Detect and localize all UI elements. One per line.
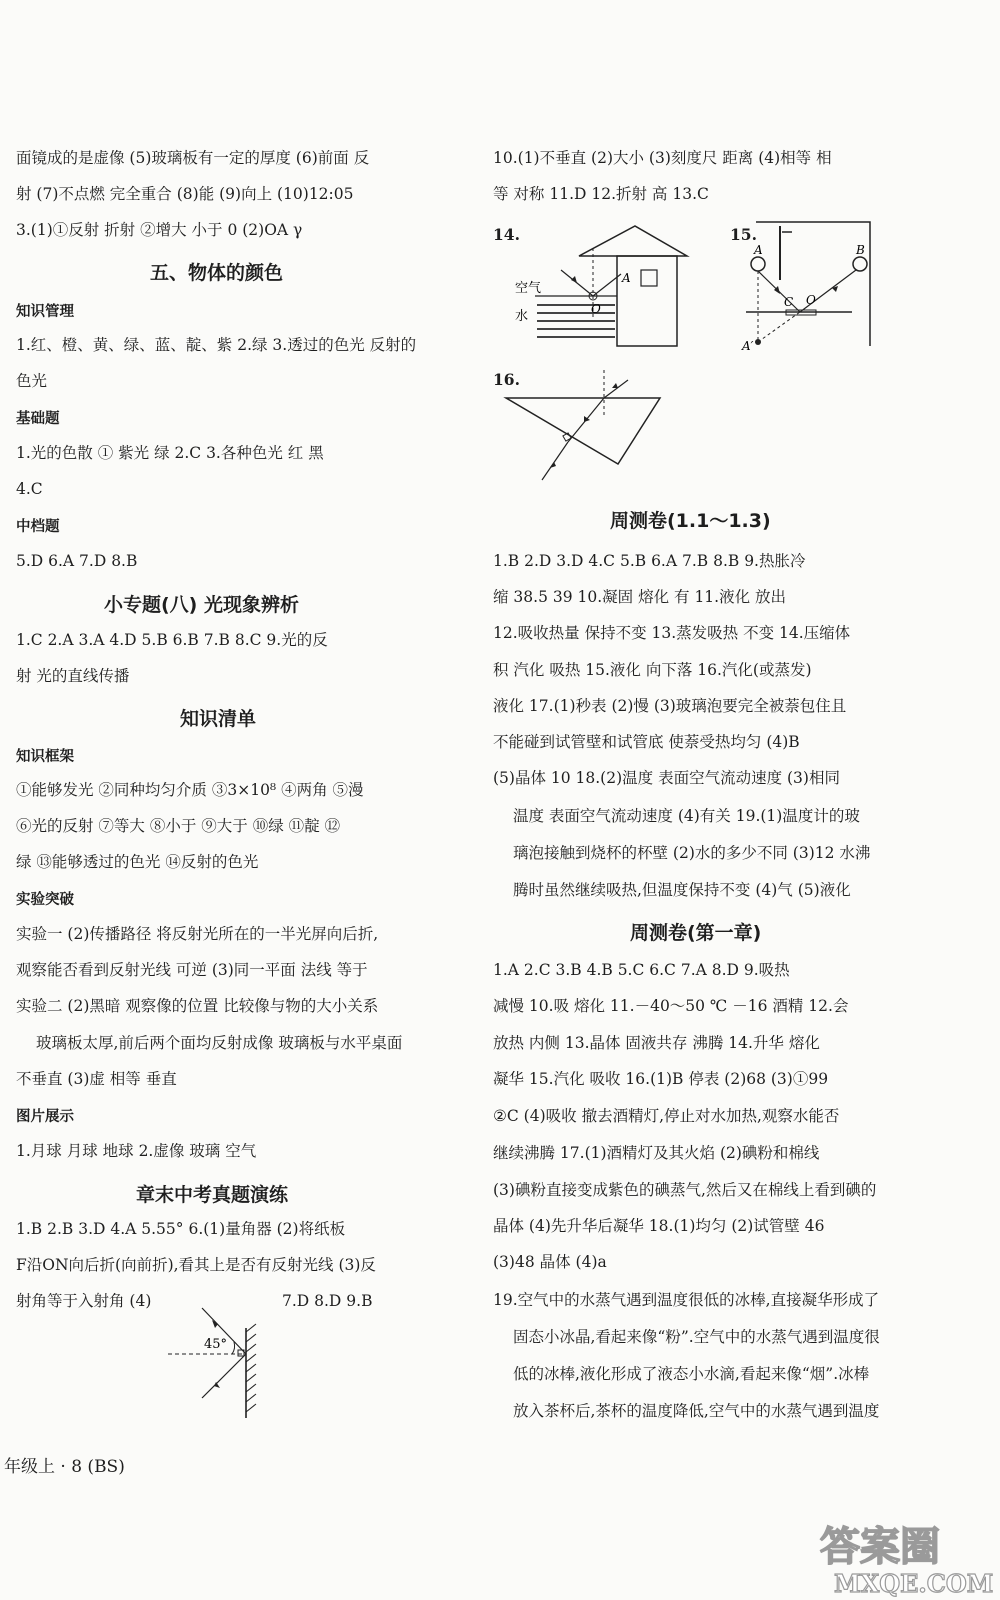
text-line: 玻璃板太厚,前后两个面均反射成像 玻璃板与水平桌面 <box>36 1034 403 1052</box>
text-line: 不垂直 (3)虚 相等 垂直 <box>16 1070 177 1088</box>
air-label: 空气 <box>515 281 542 296</box>
point-label: C <box>784 295 794 309</box>
text-line: 继续沸腾 17.(1)酒精灯及其火焰 (2)碘粉和棉线 <box>493 1144 820 1162</box>
text-line: 实验二 (2)黑暗 观察像的位置 比较像与物的大小关系 <box>16 997 379 1015</box>
text-line: 腾时虽然继续吸热,但温度保持不变 (4)气 (5)液化 <box>513 881 851 899</box>
text-line: 7.D 8.D 9.B <box>282 1292 373 1310</box>
section-heading: 周测卷(第一章) <box>630 922 762 944</box>
text-line: 减慢 10.吸 熔化 11.－40～50 ℃ －16 酒精 12.会 <box>493 997 849 1015</box>
subsection-label: 知识框架 <box>16 749 74 765</box>
text-line: (5)晶体 10 18.(2)温度 表面空气流动速度 (3)相同 <box>493 769 840 787</box>
text-line: 1.A 2.C 3.B 4.B 5.C 6.C 7.A 8.D 9.吸热 <box>493 961 790 979</box>
text-line: 1.B 2.B 3.D 4.A 5.55° 6.(1)量角器 (2)将纸板 <box>16 1220 346 1238</box>
point-label: A <box>754 243 763 257</box>
text-line: 1.光的色散 ① 紫光 绿 2.C 3.各种色光 红 黑 <box>16 444 324 462</box>
point-label: A′ <box>742 339 754 353</box>
subsection-label: 中档题 <box>16 519 60 535</box>
point-label: B <box>856 243 865 257</box>
subsection-label: 图片展示 <box>16 1109 74 1125</box>
section-heading: 知识清单 <box>180 708 257 730</box>
point-label: O <box>806 293 816 307</box>
text-line: 3.(1)①反射 折射 ②增大 小于 0 (2)OA γ <box>16 221 303 239</box>
page-footer: 年级上 · 8 (BS) <box>4 1457 125 1477</box>
mirror-reflection-figure <box>160 1298 270 1423</box>
section-heading: 章末中考真题演练 <box>136 1184 289 1206</box>
watermark-logo <box>812 1512 998 1598</box>
watermark-url: MXQE.COM <box>834 1569 994 1598</box>
section-heading: 五、物体的颜色 <box>150 262 284 284</box>
text-line: 璃泡接触到烧杯的杯壁 (2)水的多少不同 (3)12 水沸 <box>513 844 871 862</box>
text-line: 射 光的直线传播 <box>16 667 130 685</box>
text-line: 10.(1)不垂直 (2)大小 (3)刻度尺 距离 (4)相等 相 <box>493 149 832 167</box>
question-number: 16. <box>493 370 520 389</box>
text-line: 放入茶杯后,茶杯的温度降低,空气中的水蒸气遇到温度 <box>513 1402 880 1420</box>
text-line: ①能够发光 ②同种均匀介质 ③3×10⁸ ④两角 ⑤漫 <box>16 781 364 799</box>
text-line: (3)碘粉直接变成紫色的碘蒸气,然后又在棉线上看到碘的 <box>493 1181 877 1199</box>
text-line: 不能碰到试管壁和试管底 使萘受热均匀 (4)B <box>493 733 800 751</box>
text-line: 12.吸收热量 保持不变 13.蒸发吸热 不变 14.压缩体 <box>493 624 851 642</box>
text-line: F沿ON向后折(向前折),看其上是否有反射光线 (3)反 <box>16 1256 376 1274</box>
angle-label: 45° <box>204 1337 228 1352</box>
text-line: 放热 内侧 13.晶体 固液共存 沸腾 14.升华 熔化 <box>493 1034 820 1052</box>
question-number: 14. <box>493 225 520 244</box>
text-line: 液化 17.(1)秒表 (2)慢 (3)玻璃泡要完全被萘包住且 <box>493 697 847 715</box>
text-line: 面镜成的是虚像 (5)玻璃板有一定的厚度 (6)前面 反 <box>16 149 370 167</box>
text-line: 凝华 15.汽化 吸收 16.(1)B 停表 (2)68 (3)①99 <box>493 1070 829 1088</box>
text-line: 积 汽化 吸热 15.液化 向下落 16.汽化(或蒸发) <box>493 661 812 679</box>
text-line: 实验一 (2)传播路径 将反射光所在的一半光屏向后折, <box>16 925 379 943</box>
text-line: ⑥光的反射 ⑦等大 ⑧小于 ⑨大于 ⑩绿 ⑪靛 ⑫ <box>16 817 341 835</box>
question-number: 15. <box>730 225 757 244</box>
water-label: 水 <box>515 309 529 324</box>
text-line: 19.空气中的水蒸气遇到温度很低的冰棒,直接凝华形成了 <box>493 1291 880 1309</box>
text-line: 射 (7)不点燃 完全重合 (8)能 (9)向上 (10)12:05 <box>16 185 354 203</box>
section-heading: 小专题(八) 光现象辨析 <box>104 594 299 616</box>
text-line: 等 对称 11.D 12.折射 高 13.C <box>493 185 709 203</box>
text-line: 1.B 2.D 3.D 4.C 5.B 6.A 7.B 8.B 9.热胀冷 <box>493 552 806 570</box>
text-line: 低的冰棒,液化形成了液态小水滴,看起来像“烟”.冰棒 <box>513 1365 870 1383</box>
text-line: (3)48 晶体 (4)a <box>493 1253 607 1271</box>
mirror-box-figure <box>740 218 890 353</box>
text-line: 绿 ⑬能够透过的色光 ⑭反射的色光 <box>16 853 259 871</box>
refraction-house-figure <box>515 218 695 353</box>
text-line: 1.红、橙、黄、绿、蓝、靛、紫 2.绿 3.透过的色光 反射的 <box>16 336 417 354</box>
text-line: 缩 38.5 39 10.凝固 熔化 有 11.液化 放出 <box>493 588 787 606</box>
text-line: 温度 表面空气流动速度 (4)有关 19.(1)温度计的玻 <box>513 807 860 825</box>
watermark-text: 答案圈 <box>820 1523 940 1570</box>
text-line: 观察能否看到反射光线 可逆 (3)同一平面 法线 等于 <box>16 961 368 979</box>
subsection-label: 基础题 <box>16 411 60 427</box>
text-line: 1.月球 月球 地球 2.虚像 玻璃 空气 <box>16 1142 257 1160</box>
text-line: 5.D 6.A 7.D 8.B <box>16 552 138 570</box>
text-line: 固态小冰晶,看起来像“粉”.空气中的水蒸气遇到温度很 <box>513 1328 880 1346</box>
text-line: 色光 <box>16 372 48 390</box>
text-line: 4.C <box>16 480 43 498</box>
subsection-label: 实验突破 <box>16 892 74 908</box>
point-label: O <box>591 302 601 316</box>
prism-refraction-figure <box>500 368 670 488</box>
section-heading: 周测卷(1.1～1.3) <box>610 510 771 532</box>
point-label: A <box>622 271 631 285</box>
subsection-label: 知识管理 <box>16 304 74 320</box>
text-line: 1.C 2.A 3.A 4.D 5.B 6.B 7.B 8.C 9.光的反 <box>16 631 328 649</box>
text-line: ②C (4)吸收 撤去酒精灯,停止对水加热,观察水能否 <box>493 1107 840 1125</box>
text-line: 晶体 (4)先升华后凝华 18.(1)均匀 (2)试管壁 46 <box>493 1217 825 1235</box>
text-line: 射角等于入射角 (4) <box>16 1292 152 1310</box>
